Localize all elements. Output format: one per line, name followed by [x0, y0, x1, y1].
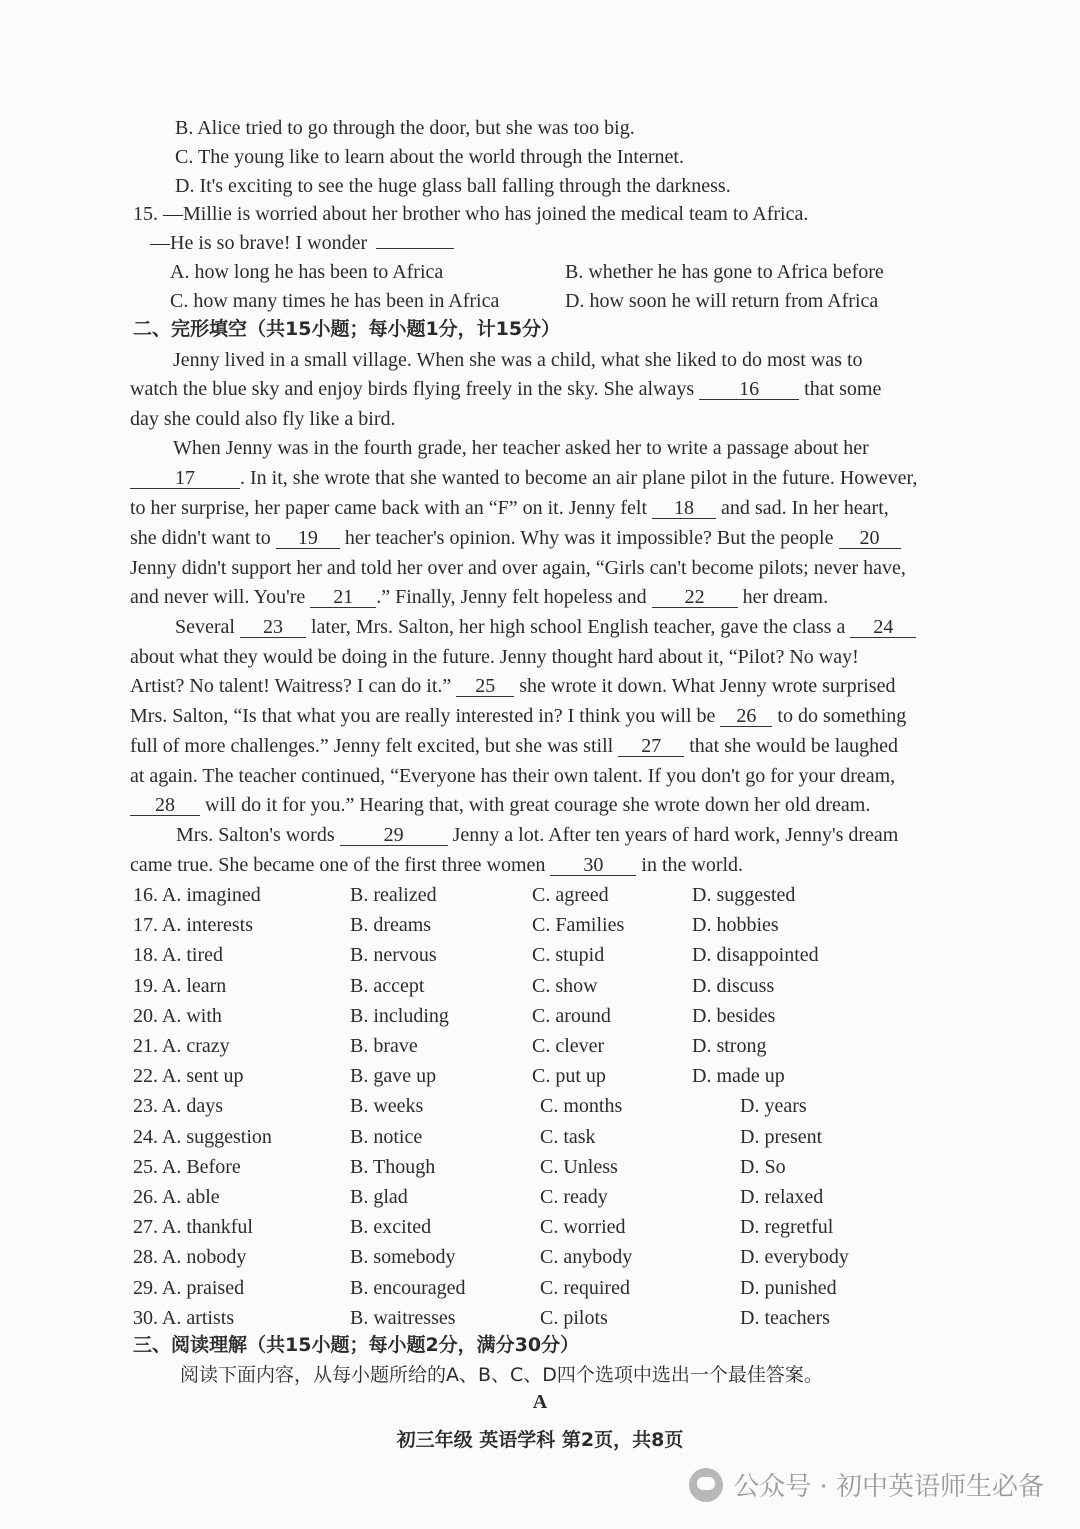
option-19-d: D. discuss	[692, 974, 775, 997]
blank-24: 24	[850, 617, 916, 638]
option-26-c: C. ready	[540, 1186, 608, 1208]
q15-blank	[376, 248, 454, 249]
q15-option-c: C. how many times he has been in Africa	[170, 290, 500, 312]
option-25-d: D. So	[740, 1155, 786, 1178]
passage-line	[130, 377, 881, 401]
option-28-a: 28. A. nobody	[133, 1246, 247, 1269]
option-17-a: 17. A. interests	[133, 914, 253, 937]
q15-stem: 15. —Millie is worried about her brother who has joined the medical team to Africa.	[133, 203, 809, 225]
passage-line: at again. The teacher continued, “Everyone has their own talent. If you don't go for your dream,	[130, 765, 896, 787]
passage-line	[130, 674, 895, 698]
option-22-a: 22. A. sent up	[133, 1065, 244, 1088]
passage-line: about what they would be doing in the future. Jenny thought hard about it, “Pilot? No way!	[130, 646, 859, 668]
passage-line: day she could also fly like a bird.	[130, 408, 396, 430]
blank-21: 21	[310, 587, 376, 608]
option-27-b: B. excited	[350, 1216, 432, 1239]
option-25-b: B. Though	[350, 1155, 436, 1178]
option-20-b: B. including	[350, 1004, 449, 1027]
q15-option-a: A. how long he has been to Africa	[170, 261, 444, 283]
option-18-c: C. stupid	[532, 944, 605, 967]
passage-line	[130, 793, 870, 817]
option-16-a: 16. A. imagined	[133, 884, 261, 906]
blank-27: 27	[618, 736, 684, 757]
blank-28: 28	[130, 795, 200, 816]
passage-text: she wrote it down. What Jenny wrote surprised	[519, 675, 896, 697]
option-16-c: C. agreed	[532, 884, 609, 906]
passage-text: came true. She became one of the first three women	[130, 854, 546, 876]
option-23-b: B. weeks	[350, 1095, 424, 1118]
blank-26: 26	[720, 706, 772, 727]
passage-line: When Jenny was in the fourth grade, her teacher asked her to write a passage about her	[173, 437, 869, 459]
option-28-c: C. anybody	[540, 1246, 633, 1269]
option-21-b: B. brave	[350, 1035, 418, 1057]
option-28-d: D. everybody	[740, 1246, 849, 1269]
passage-text: Mrs. Salton's words	[176, 824, 335, 846]
passage-text: Mrs. Salton, “Is that what you are really interested in? I think you will be	[130, 705, 716, 727]
passage-line	[130, 734, 898, 758]
option-16-b: B. realized	[350, 884, 437, 906]
option-24-c: C. task	[540, 1125, 596, 1148]
blank-29: 29	[340, 825, 448, 846]
option-19-b: B. accept	[350, 974, 425, 997]
option-30-a: 30. A. artists	[133, 1306, 235, 1329]
option-18-b: B. nervous	[350, 944, 437, 967]
option-17-c: C. Families	[532, 914, 625, 937]
q14-option-d: D. It's exciting to see the huge glass ball falling through the darkness.	[175, 175, 731, 197]
option-30-c: C. pilots	[540, 1306, 608, 1329]
q15-response	[150, 231, 454, 255]
option-21-a: 21. A. crazy	[133, 1035, 230, 1057]
option-27-a: 27. A. thankful	[133, 1216, 253, 1239]
option-29-b: B. encouraged	[350, 1276, 466, 1299]
option-29-a: 29. A. praised	[133, 1276, 245, 1299]
option-26-a: 26. A. able	[133, 1186, 220, 1208]
option-18-d: D. disappointed	[692, 944, 819, 967]
q14-option-c: C. The young like to learn about the world through the Internet.	[175, 146, 684, 168]
option-27-d: D. regretful	[740, 1216, 834, 1239]
passage-line	[130, 466, 917, 490]
blank-16: 16	[699, 379, 799, 400]
option-17-d: D. hobbies	[692, 914, 779, 937]
passage-label: A	[532, 1391, 548, 1413]
option-20-c: C. around	[532, 1004, 611, 1027]
passage-text: her teacher's opinion. Why was it impossible? But the people	[344, 527, 834, 549]
option-23-a: 23. A. days	[133, 1095, 223, 1118]
passage-text: that she would be laughed	[689, 735, 899, 757]
passage-line	[130, 526, 901, 550]
passage-line: Jenny didn't support her and told her over and over again, “Girls can't become pilots; never have,	[130, 557, 906, 579]
passage-text: Artist? No talent! Waitress? I can do it.”	[130, 675, 452, 697]
blank-19: 19	[276, 528, 340, 549]
passage-text: .” Finally, Jenny felt hopeless and	[376, 586, 647, 608]
option-25-a: 25. A. Before	[133, 1155, 241, 1178]
option-28-b: B. somebody	[350, 1246, 456, 1269]
option-21-c: C. clever	[532, 1035, 605, 1057]
option-30-d: D. teachers	[740, 1306, 830, 1329]
passage-line	[130, 496, 889, 520]
option-23-d: D. years	[740, 1095, 807, 1118]
option-30-b: B. waitresses	[350, 1306, 456, 1329]
option-23-c: C. months	[540, 1095, 623, 1118]
passage-text: and never will. You're	[130, 586, 306, 608]
option-22-d: D. made up	[692, 1065, 785, 1088]
option-24-a: 24. A. suggestion	[133, 1125, 272, 1148]
passage-line	[130, 585, 828, 609]
passage-text: that some	[804, 378, 882, 400]
option-20-a: 20. A. with	[133, 1004, 222, 1027]
option-29-d: D. punished	[740, 1276, 837, 1299]
blank-17: 17	[130, 468, 240, 489]
q15-option-d: D. how soon he will return from Africa	[565, 290, 879, 312]
passage-text: . In it, she wrote that she wanted to become an air plane pilot in the future. However,	[240, 467, 918, 489]
option-18-a: 18. A. tired	[133, 944, 223, 967]
passage-line: Jenny lived in a small village. When she was a child, what she liked to do most was to	[173, 349, 863, 371]
watermark-text: 公众号 · 初中英语师生必备	[733, 1472, 1044, 1502]
passage-text: her dream.	[742, 586, 829, 608]
passage-text: will do it for you.” Hearing that, with great courage she wrote down her old dream.	[205, 794, 871, 816]
passage-text: to her surprise, her paper came back with an “F” on it. Jenny felt	[130, 497, 648, 519]
passage-text: in the world.	[641, 854, 744, 876]
watermark	[689, 1466, 1044, 1503]
passage-line	[130, 704, 906, 728]
option-16-d: D. suggested	[692, 884, 796, 906]
blank-30: 30	[550, 855, 636, 876]
option-22-c: C. put up	[532, 1065, 606, 1088]
option-25-c: C. Unless	[540, 1155, 618, 1178]
option-26-b: B. glad	[350, 1186, 408, 1208]
option-24-b: B. notice	[350, 1125, 423, 1148]
option-26-d: D. relaxed	[740, 1186, 824, 1208]
passage-text: she didn't want to	[130, 527, 271, 549]
option-21-d: D. strong	[692, 1035, 767, 1057]
page-footer: 初三年级 英语学科 第2页，共8页	[396, 1429, 684, 1451]
option-24-d: D. present	[740, 1125, 823, 1148]
q14-option-b: B. Alice tried to go through the door, but she was too big.	[175, 117, 635, 139]
option-20-d: D. besides	[692, 1004, 776, 1027]
section3-title: 三、阅读理解（共15小题；每小题2分，满分30分）	[133, 1334, 580, 1356]
blank-18: 18	[652, 498, 716, 519]
passage-line	[130, 853, 743, 877]
passage-text: full of more challenges.” Jenny felt excited, but she was still	[130, 735, 614, 757]
wechat-icon	[689, 1468, 723, 1502]
blank-20: 20	[839, 528, 901, 549]
passage-text: Jenny a lot. After ten years of hard work, Jenny's dream	[452, 824, 899, 846]
option-29-c: C. required	[540, 1276, 630, 1299]
q15-response-text: —He is so brave! I wonder	[150, 232, 368, 254]
passage-line	[176, 823, 898, 847]
option-19-c: C. show	[532, 974, 598, 997]
passage-text: and sad. In her heart,	[721, 497, 889, 519]
option-27-c: C. worried	[540, 1216, 626, 1239]
blank-22: 22	[652, 587, 738, 608]
passage-line	[175, 615, 916, 639]
option-19-a: 19. A. learn	[133, 974, 227, 997]
q15-option-b: B. whether he has gone to Africa before	[565, 261, 884, 283]
passage-text: later, Mrs. Salton, her high school English teacher, gave the class a	[310, 616, 846, 638]
section2-title: 二、完形填空（共15小题；每小题1分，计15分）	[133, 318, 561, 340]
section3-instruction: 阅读下面内容，从每小题所给的A、B、C、D四个选项中选出一个最佳答案。	[180, 1364, 823, 1386]
passage-text: watch the blue sky and enjoy birds flying freely in the sky. She always	[130, 378, 695, 400]
blank-23: 23	[240, 617, 306, 638]
option-22-b: B. gave up	[350, 1065, 437, 1088]
passage-text: to do something	[777, 705, 907, 727]
passage-text: Several	[175, 616, 235, 638]
blank-25: 25	[456, 676, 514, 697]
option-17-b: B. dreams	[350, 914, 432, 937]
